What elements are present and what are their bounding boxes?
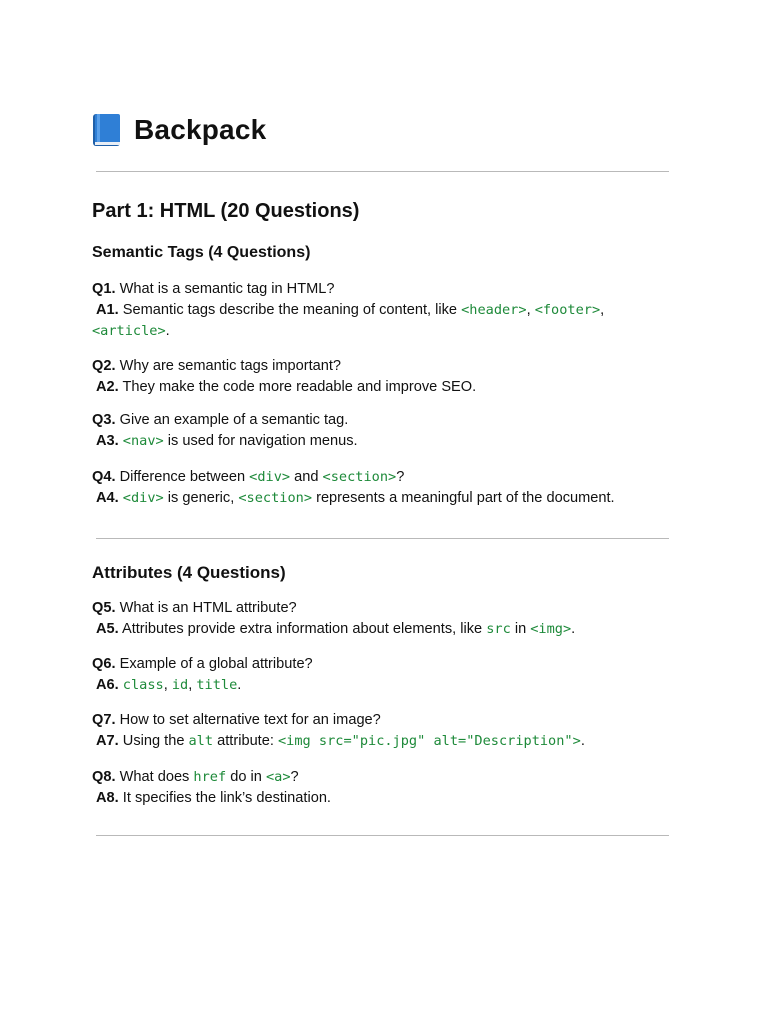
question-line [92, 410, 672, 431]
part-heading: Part 1: HTML (20 Questions) [92, 200, 360, 222]
question-text: What does [119, 769, 190, 785]
answer-label: A6. [96, 677, 119, 693]
code-snippet: <article> [92, 323, 166, 339]
divider [96, 835, 669, 836]
answer-text: is generic, [167, 490, 235, 506]
code-snippet: src [486, 621, 511, 637]
question-line [92, 767, 672, 788]
section-heading-semantic: Semantic Tags (4 Questions) [92, 244, 311, 261]
question-line [92, 710, 672, 731]
qa-item [92, 467, 672, 509]
divider [96, 171, 669, 172]
qa-item [92, 598, 672, 640]
answer-label: A3. [96, 433, 119, 449]
blue-book-icon [92, 112, 122, 148]
question-label: Q1. [92, 281, 116, 297]
question-label: Q6. [92, 656, 116, 672]
code-snippet: <nav> [122, 433, 164, 449]
qa-item [92, 654, 672, 696]
answer-label: A2. [96, 379, 119, 395]
question-text: How to set alternative text for an image? [119, 712, 381, 728]
question-label: Q7. [92, 712, 116, 728]
question-text: Why are semantic tags important? [119, 358, 342, 374]
code-snippet: <header> [461, 302, 527, 318]
question-text: Example of a global attribute? [119, 656, 313, 672]
question-line [92, 279, 672, 300]
code-snippet: class [122, 677, 164, 693]
separator: , [526, 302, 531, 318]
question-label: Q8. [92, 769, 116, 785]
code-snippet: <footer> [534, 302, 601, 318]
answer-label: A4. [96, 490, 119, 506]
answer-line [92, 788, 672, 809]
answer-line [92, 619, 672, 640]
question-line [92, 654, 672, 675]
answer-text: Attributes provide extra information about elements, like [121, 621, 483, 637]
answer-end: . [571, 621, 576, 637]
question-text: What is an HTML attribute? [119, 600, 297, 616]
answer-label: A7. [96, 733, 119, 749]
question-label: Q3. [92, 412, 116, 428]
qa-item [92, 767, 672, 809]
question-text: Give an example of a semantic tag. [119, 412, 349, 428]
answer-line [92, 488, 672, 509]
question-label: Q4. [92, 469, 116, 485]
code-snippet: <section> [322, 469, 397, 485]
question-text: do in [230, 769, 262, 785]
answer-text: is used for navigation menus. [167, 433, 358, 449]
separator: , [188, 677, 193, 693]
code-snippet: <div> [122, 490, 164, 506]
answer-label: A5. [96, 621, 119, 637]
answer-end: . [165, 323, 170, 339]
answer-label: A1. [96, 302, 119, 318]
answer-text: Semantic tags describe the meaning of content, like [122, 302, 458, 318]
qa-item [92, 279, 672, 342]
code-snippet: <section> [238, 490, 313, 506]
separator: , [163, 677, 168, 693]
qa-item [92, 356, 672, 398]
qa-item [92, 710, 672, 752]
question-text: and [294, 469, 319, 485]
question-end: ? [396, 469, 405, 485]
section-heading-attributes: Attributes (4 Questions) [92, 563, 286, 582]
answer-line [92, 675, 672, 696]
answer-label: A8. [96, 790, 119, 806]
code-snippet: id [171, 677, 189, 693]
answer-text: They make the code more readable and improve SEO. [122, 379, 477, 395]
answer-line [92, 431, 672, 452]
answer-line-continued [92, 321, 672, 342]
separator: , [600, 302, 605, 318]
answer-text: in [514, 621, 527, 637]
answer-text: attribute: [217, 733, 274, 749]
question-label: Q5. [92, 600, 116, 616]
answer-line [92, 300, 672, 321]
question-line [92, 598, 672, 619]
page-title: Backpack [134, 114, 267, 145]
code-snippet: alt [188, 733, 214, 749]
answer-line [92, 731, 672, 752]
question-text: Difference between [119, 469, 246, 485]
question-line [92, 356, 672, 377]
code-snippet: title [196, 677, 238, 693]
question-line [92, 467, 672, 488]
answer-end: . [237, 677, 242, 693]
qa-item [92, 410, 672, 452]
code-snippet: <a> [265, 769, 291, 785]
code-snippet: href [193, 769, 227, 785]
answer-text: represents a meaningful part of the document. [316, 490, 615, 506]
title-row [92, 112, 266, 148]
code-snippet: <img> [530, 621, 572, 637]
question-text: What is a semantic tag in HTML? [119, 281, 335, 297]
code-snippet: <img src="pic.jpg" alt="Description"> [277, 733, 581, 749]
question-end: ? [290, 769, 299, 785]
code-snippet: <div> [249, 469, 291, 485]
answer-end: . [580, 733, 585, 749]
answer-line [92, 377, 672, 398]
answer-text: Using the [122, 733, 185, 749]
divider [96, 538, 669, 539]
answer-text: It specifies the link’s destination. [122, 790, 331, 806]
question-label: Q2. [92, 358, 116, 374]
